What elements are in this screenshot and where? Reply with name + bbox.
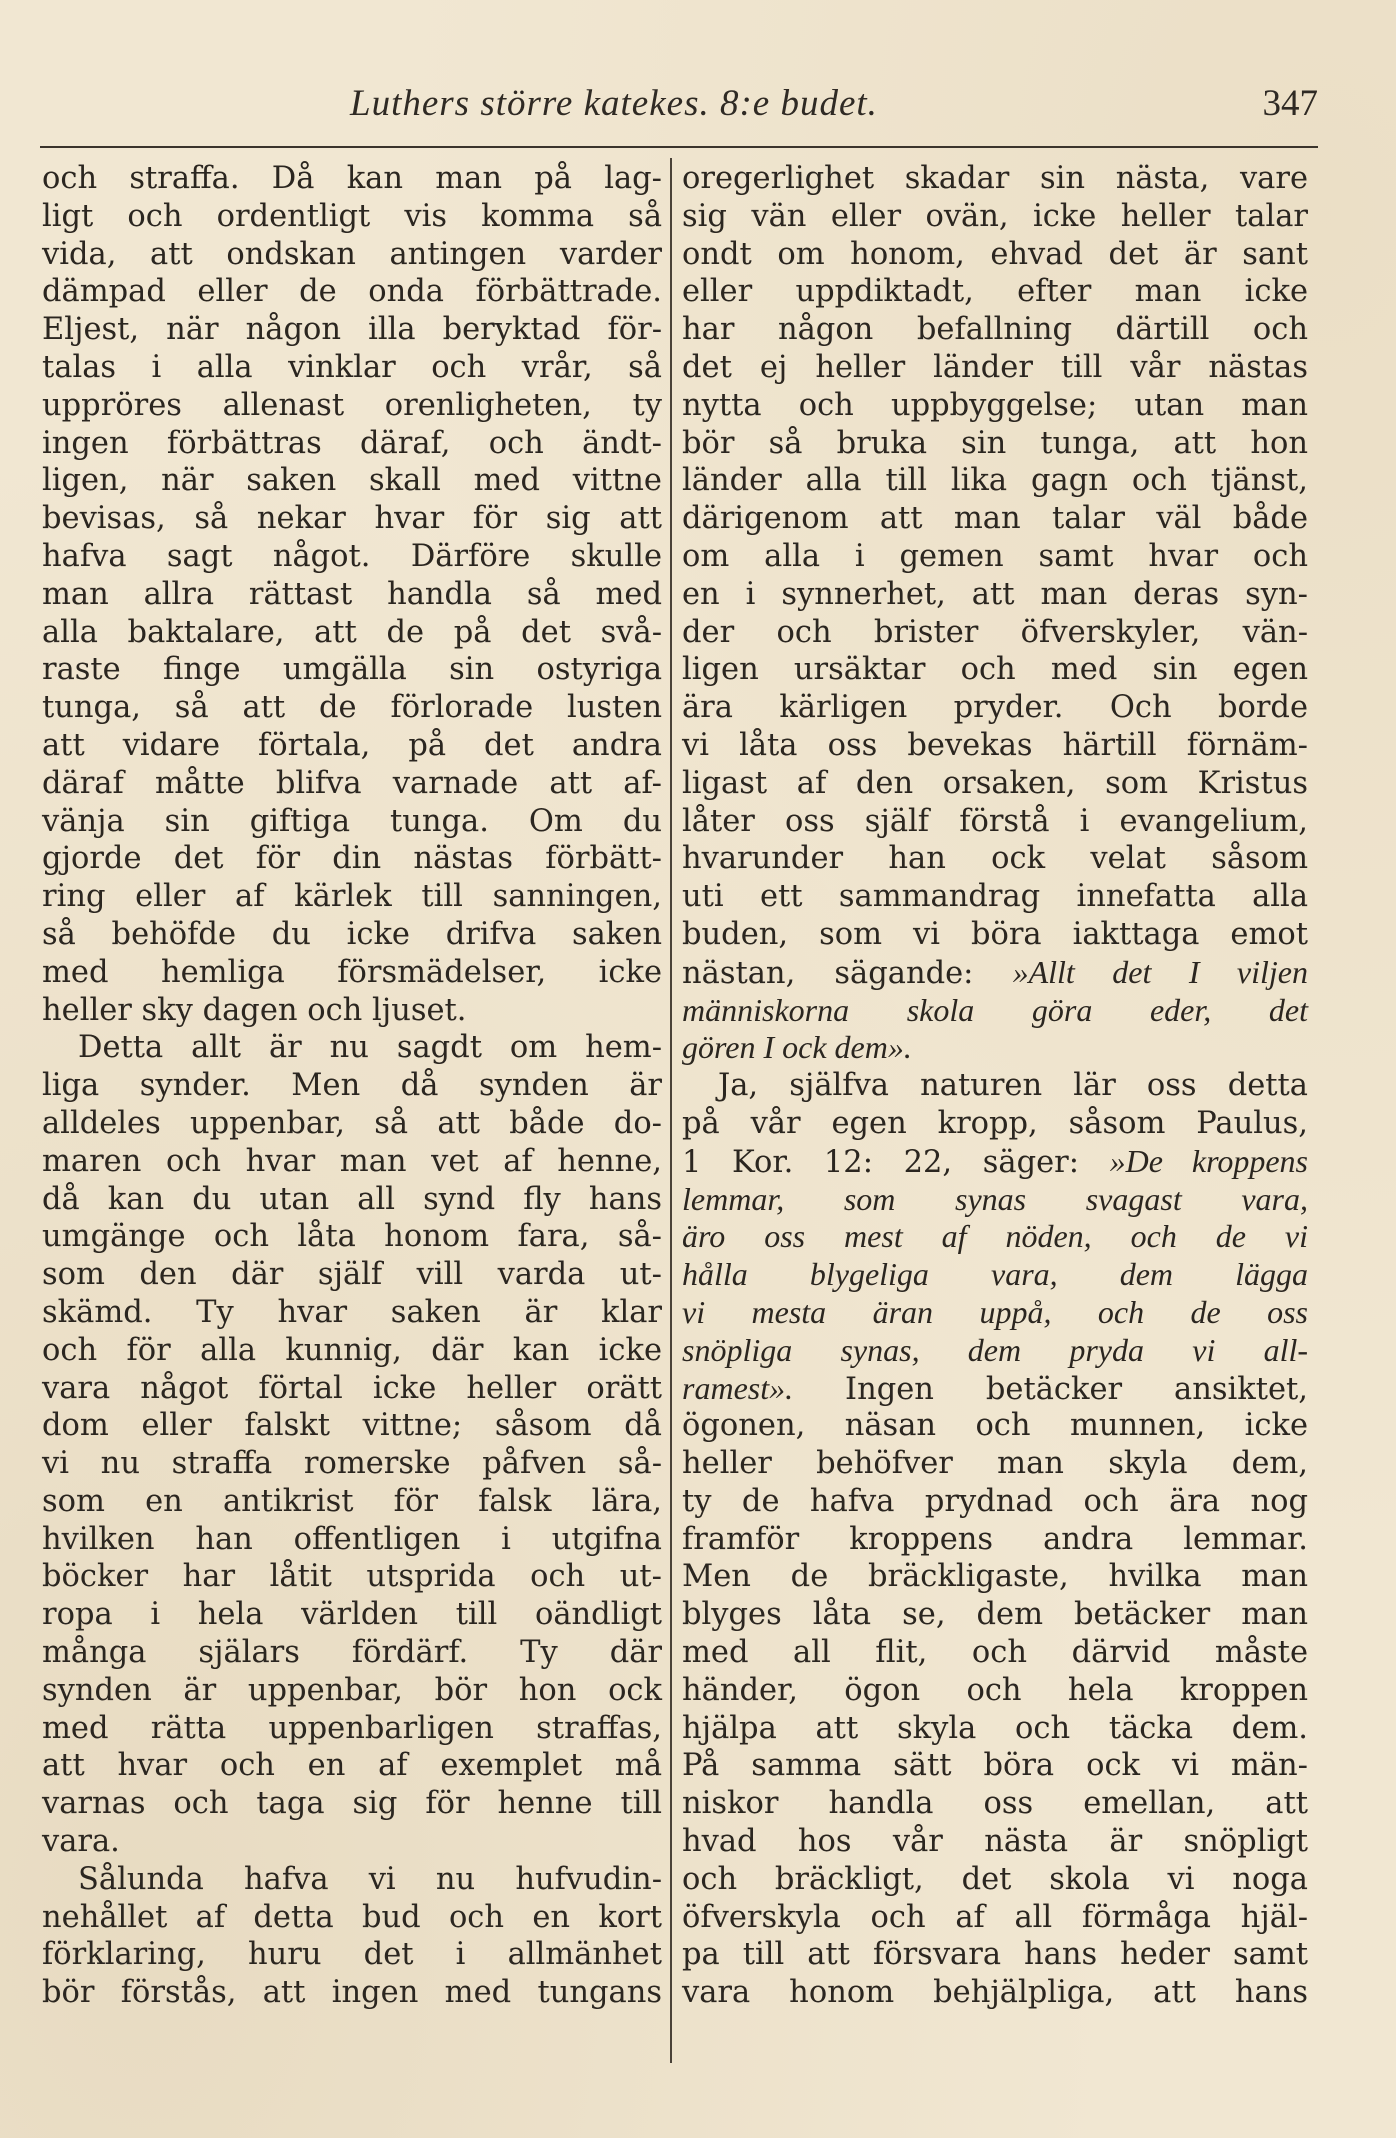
column-divider [670, 158, 672, 2063]
scripture-quote-line: människorna skola göra eder, det [682, 991, 1308, 1028]
text-roman: Ingen betäcker ansiktet, [793, 1371, 1308, 1407]
text-roman: nästan, sägande: [682, 955, 1013, 991]
text-line: vänja sin giftiga tunga. Om du [42, 803, 662, 839]
text-line: med hemliga försmädelser, icke [42, 954, 662, 990]
page-header [40, 82, 1318, 144]
text-line: umgänge och låta honom fara, så- [42, 1219, 662, 1255]
text-line: med all flit, och därvid måste [682, 1635, 1308, 1671]
text-line: sig vän eller ovän, icke heller talar [682, 198, 1308, 234]
text-line: ligen ursäktar och med sin egen [682, 652, 1308, 688]
text-line: en i synnerhet, att man deras syn- [682, 576, 1308, 612]
text-line: Detta allt är nu sagdt om hem- [78, 1030, 662, 1066]
text-line: varnas och taga sig för henne till [42, 1786, 662, 1822]
text-line: heller sky dagen och ljuset. [42, 992, 467, 1028]
text-line: ligast af den orsaken, som Kristus [682, 765, 1308, 801]
text-line: hvilken han offentligen i utgifna [42, 1521, 662, 1557]
right-column [682, 160, 1308, 2075]
text-line: liga synder. Men då synden är [42, 1068, 662, 1104]
text-line: och för alla kunnig, där kan icke [42, 1332, 662, 1368]
page-number: 347 [1262, 83, 1318, 124]
text-line: som en antikrist för falsk lära, [42, 1483, 662, 1519]
header-rule [40, 146, 1318, 148]
scripture-quote: ramest». [682, 1369, 794, 1406]
scripture-quote-line: vi mesta äran uppå, och de oss [682, 1293, 1308, 1330]
scripture-quote-line: snöpliga synas, dem pryda vi all- [682, 1331, 1308, 1368]
text-line: ondt om honom, ehvad det är sant [682, 236, 1308, 272]
text-line: Eljest, när någon illa beryktad för- [42, 312, 662, 348]
text-line: skämd. Ty hvar saken är klar [42, 1294, 662, 1330]
text-line: gjorde det för din nästas förbätt- [42, 841, 662, 877]
text-line: då kan du utan all synd fly hans [42, 1181, 662, 1217]
text-line: ligt och ordentligt vis komma så [42, 198, 662, 234]
text-line: heller behöfver man skyla dem, [682, 1446, 1308, 1482]
text-line: vara. [42, 1824, 120, 1860]
text-line: det ej heller länder till vår nästas [682, 349, 1308, 385]
scripture-quote: »De kroppens [1109, 1142, 1309, 1179]
text-line: ligen, när saken skall med vittne [42, 463, 662, 499]
text-line: låter oss själf förstå i evangelium, [682, 803, 1308, 839]
text-line: Men de bräckligaste, hvilka man [682, 1559, 1308, 1595]
text-line: ära kärligen pryder. Och borde [682, 690, 1308, 726]
text-line: vi nu straffa romerske påfven så- [42, 1446, 662, 1482]
text-line: nehållet af detta bud och en kort [42, 1899, 662, 1935]
text-line: blyges låta se, dem betäcker man [682, 1597, 1308, 1633]
scripture-quote-line: lemmar, som synas svagast vara, [682, 1180, 1308, 1217]
text-line: dämpad eller de onda förbättrade. [42, 274, 662, 310]
text-line: böcker har låtit utsprida och ut- [42, 1559, 662, 1595]
text-line: förklaring, huru det i allmänhet [42, 1937, 662, 1973]
text-line: hvarunder han ock velat såsom [682, 841, 1308, 877]
text-line: uppröres allenast orenligheten, ty [42, 387, 662, 423]
text-line: hafva sagt något. Därföre skulle [42, 538, 662, 574]
scripture-quote-line: äro oss mest af nöden, och de vi [682, 1218, 1308, 1255]
text-line: maren och hvar man vet af henne, [42, 1143, 662, 1179]
text-line: därigenom att man talar väl både [682, 501, 1308, 537]
text-line: däraf måtte blifva varnade att af- [42, 765, 662, 801]
text-line-mixed [682, 1370, 1308, 1408]
text-line: talas i alla vinklar och vrår, så [42, 349, 662, 385]
text-line: dom eller falskt vittne; såsom då [42, 1408, 662, 1444]
text-line: buden, som vi böra iakttaga emot [682, 916, 1308, 952]
text-line: pa till att försvara hans heder samt [682, 1937, 1308, 1973]
text-line: som den där själf vill varda ut- [42, 1257, 662, 1293]
text-line: bör så bruka sin tunga, att hon [682, 425, 1308, 461]
left-column [42, 160, 662, 2075]
text-line: ögonen, näsan och munnen, icke [682, 1408, 1308, 1444]
text-line: ty de hafva prydnad och ära nog [682, 1483, 1308, 1519]
text-line: att vidare förtala, på det andra [42, 727, 662, 763]
text-line: Ja, själfva naturen lär oss detta [718, 1068, 1308, 1104]
text-line: om alla i gemen samt hvar och [682, 538, 1308, 574]
text-line: vara något förtal icke heller orätt [42, 1370, 662, 1406]
text-line: länder alla till lika gagn och tjänst, [682, 463, 1308, 499]
text-line: ingen förbättras däraf, och ändt- [42, 425, 662, 461]
text-line: och straffa. Då kan man på lag- [42, 161, 662, 196]
text-line: raste finge umgälla sin ostyriga [42, 652, 662, 688]
text-roman: 1 Kor. 12: 22, säger: [682, 1144, 1110, 1180]
text-line: händer, ögon och hela kroppen [682, 1672, 1308, 1708]
text-line: eller uppdiktadt, efter man icke [682, 274, 1308, 310]
text-line: vi låta oss bevekas härtill förnäm- [682, 727, 1308, 763]
text-line: öfverskyla och af all förmåga hjäl- [682, 1899, 1308, 1935]
text-line: bör förstås, att ingen med tungans [42, 1975, 662, 2011]
text-line: vara honom behjälpliga, att hans [682, 1975, 1308, 2011]
text-line: oregerlighet skadar sin nästa, vare [682, 161, 1308, 196]
text-line: uti ett sammandrag innefatta alla [682, 879, 1308, 915]
text-line: ropa i hela världen till oändligt [42, 1597, 662, 1633]
text-line: nytta och uppbyggelse; utan man [682, 387, 1308, 423]
text-line: hvad hos vår nästa är snöpligt [682, 1824, 1308, 1860]
text-line-mixed [682, 1143, 1308, 1181]
text-line: niskor handla oss emellan, att [682, 1786, 1308, 1822]
running-head: Luthers större katekes. 8:e budet. [350, 83, 878, 124]
text-line: att hvar och en af exemplet må [42, 1748, 662, 1784]
text-line: framför kroppens andra lemmar. [682, 1521, 1308, 1557]
text-line: på vår egen kropp, såsom Paulus, [682, 1105, 1308, 1141]
text-line: tunga, så att de förlorade lusten [42, 690, 662, 726]
text-line: alla baktalare, att de på det svå- [42, 614, 662, 650]
text-line: har någon befallning därtill och [682, 312, 1308, 348]
text-line: så behöfde du icke drifva saken [42, 916, 662, 952]
text-line-mixed [682, 954, 1308, 992]
text-line: bevisas, så nekar hvar för sig att [42, 501, 662, 537]
text-line: der och brister öfverskyler, vän- [682, 614, 1308, 650]
text-line: På samma sätt böra ock vi män- [682, 1748, 1308, 1784]
text-line: vida, att ondskan antingen varder [42, 236, 662, 272]
text-line: hjälpa att skyla och täcka dem. [682, 1710, 1308, 1746]
scripture-quote-line: gören I ock dem». [682, 1029, 912, 1066]
text-line: många själars fördärf. Ty där [42, 1635, 662, 1671]
text-line: ring eller af kärlek till sanningen, [42, 879, 662, 915]
scripture-quote: »Allt det I viljen [1012, 953, 1308, 990]
text-line: synden är uppenbar, bör hon ock [42, 1672, 662, 1708]
text-line: man allra rättast handla så med [42, 576, 662, 612]
text-line: alldeles uppenbar, så att både do- [42, 1105, 662, 1141]
text-line: Sålunda hafva vi nu hufvudin- [78, 1861, 662, 1897]
text-line: med rätta uppenbarligen straffas, [42, 1710, 662, 1746]
text-line: och bräckligt, det skola vi noga [682, 1861, 1308, 1897]
scripture-quote-line: hålla blygeliga vara, dem lägga [682, 1256, 1308, 1293]
